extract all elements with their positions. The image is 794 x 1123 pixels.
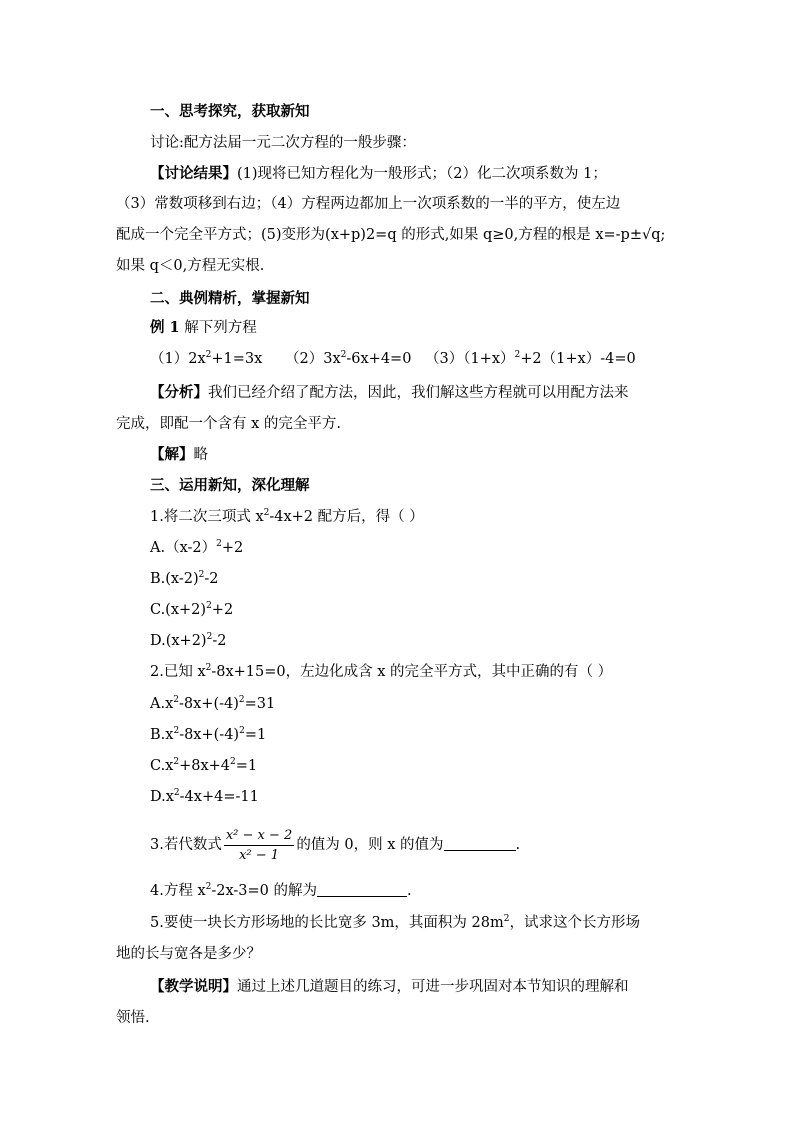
example-equation-3: $(3)(1+x)^2+2(1+x)-4=0$	[425, 350, 636, 367]
example-equation-2: $(2)3x^2-6x+4=0$	[285, 350, 412, 367]
teaching-note-label: 【教学说明】	[150, 978, 237, 995]
q2-option-b: $B.x^2-8x+(-4)^2=1$	[150, 726, 267, 743]
discussion-result-line3: 配成一个完全平方式；(5)变形为(x+p)2=q 的形式,如果 q≥0,方程的根是 x=-p±√q;	[116, 227, 666, 243]
q1-option-d: $D.(x+2)^2-2$	[150, 632, 227, 649]
q3-numerator: x² − x − 2	[224, 827, 294, 846]
discussion-result-line1: 【讨论结果】(1)现将已知方程化为一般形式；（2）化二次项系数为 1；	[150, 165, 607, 182]
example-label: 例 1	[150, 319, 180, 336]
question-5-line1: 5.要使一块长方形场地的长比宽多 3m，其面积为 $28m^2$，试求这个长方形场	[150, 914, 640, 931]
question-4: 4.方程 $x^2-2x-3=0$ 的解为 .	[150, 882, 412, 899]
result-label: 【讨论结果】	[150, 165, 237, 182]
analysis-label: 【分析】	[150, 384, 208, 401]
q1-option-c: $C.(x+2)^2+2$	[150, 601, 234, 618]
q1-option-a: $A.(x-2)^2+2$	[150, 539, 244, 556]
discussion-text: 讨论:配方法届一元二次方程的一般步骤：	[150, 135, 416, 151]
section2-heading: 二、典例精析，掌握新知	[150, 290, 310, 307]
q2-option-c: $C.x^2+8x+4^2=1$	[150, 757, 258, 774]
q1-option-b: $B.(x-2)^2-2$	[150, 570, 219, 587]
section1-heading: 一、思考探究，获取新知	[150, 103, 310, 120]
teaching-note-line1: 【教学说明】通过上述几道题目的练习，可进一步巩固对本节知识的理解和	[150, 978, 629, 995]
solution: 【解】略	[150, 446, 208, 463]
question-2: 2.已知 $x^2-8x+15=0$，左边化成含 x 的完全平方式，其中正确的有（ ）	[150, 663, 613, 680]
q2-option-d: $D.x^2-4x+4=-11$	[150, 788, 259, 805]
q3-answer-blank	[444, 836, 516, 851]
q4-answer-blank	[317, 882, 407, 897]
solution-label: 【解】	[150, 446, 194, 463]
discussion-result-line2: （3）常数项移到右边；（4）方程两边都加上一次项系数的一半的平方，使左边	[116, 196, 621, 212]
example-equation-1: $(1)2x^2+1=3x$	[150, 350, 263, 367]
question-1: 1.将二次三项式 $x^2-4x+2$ 配方后，得（ ）	[150, 508, 424, 525]
analysis-line2: 完成，即配一个含有 x 的完全平方.	[116, 416, 342, 432]
discussion-result-line4: 如果 q＜0,方程无实根.	[116, 258, 265, 274]
question-3: 3.若代数式 $\frac{\text{x² − x − 2}}{\text{x² − 1}}$ 的值为 0，则 x 的值为 .	[150, 827, 521, 863]
q3-fraction	[224, 827, 294, 864]
q3-denominator: x² − 1	[239, 847, 280, 863]
section3-heading: 三、运用新知，深化理解	[150, 477, 310, 494]
q2-option-a: $A.x^2-8x+(-4)^2=31$	[150, 695, 276, 712]
analysis-line1: 【分析】我们已经介绍了配方法，因此，我们解这些方程就可以用配方法来	[150, 384, 629, 401]
question-5-line2: 地的长与宽各是多少？	[116, 946, 261, 962]
teaching-note-line2: 领悟.	[116, 1010, 150, 1026]
example-1: 例 1 解下列方程	[150, 319, 257, 336]
